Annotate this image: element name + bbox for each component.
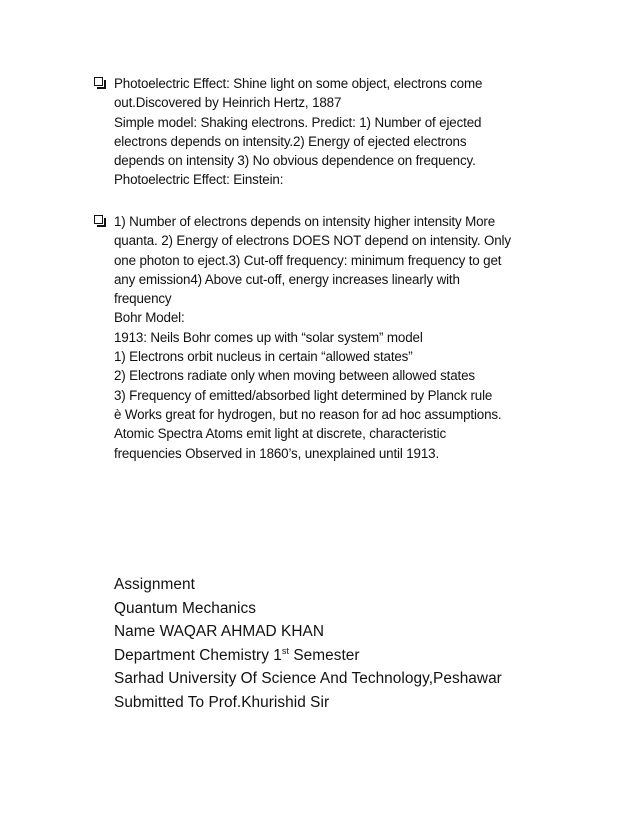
section-text	[114, 212, 534, 463]
text-line: Atomic Spectra Atoms emit light at discrete, characteristic	[114, 426, 446, 442]
section-text	[114, 74, 534, 190]
department-line	[114, 644, 502, 668]
assignment-subject: Quantum Mechanics	[114, 599, 256, 617]
text-line: 2) Electrons radiate only when moving between allowed states	[114, 368, 475, 384]
text-line: quanta. 2) Energy of electrons DOES NOT depend on intensity. Only	[114, 233, 511, 249]
text-line: Photoelectric Effect: Einstein:	[114, 172, 284, 188]
department-text: Department Chemistry 1	[114, 646, 282, 664]
ordinal-suffix: st	[281, 645, 289, 656]
text-line: Photoelectric Effect: Shine light on some object, electrons come	[114, 76, 483, 91]
text-line: any emission4) Above cut-off, energy increases linearly with	[114, 271, 460, 287]
text-line: 1) Electrons orbit nucleus in certain “allowed states”	[114, 349, 413, 365]
text-line: è Works great for hydrogen, but no reason for ad hoc assumptions.	[114, 406, 502, 422]
text-line: one photon to eject.3) Cut-off frequency: minimum frequency to get	[114, 252, 502, 268]
semester-text: Semester	[289, 646, 360, 664]
university-name: Sarhad University Of Science And Technology,Peshawar	[114, 670, 502, 688]
assignment-title: Assignment	[114, 576, 195, 593]
text-line: electrons depends on intensity.2) Energy of ejected electrons	[114, 133, 467, 149]
submitted-to: Submitted To Prof.Khurishid Sir	[114, 693, 330, 711]
text-line: depends on intensity 3) No obvious dependence on frequency.	[114, 153, 476, 169]
text-line: Simple model: Shaking electrons. Predict: 1) Number of ejected	[114, 114, 482, 130]
checkbox-bullet-icon	[94, 77, 103, 86]
text-line: frequency	[114, 291, 172, 307]
text-line: Bohr Model:	[114, 310, 185, 326]
student-name: Name WAQAR AHMAD KHAN	[114, 623, 324, 641]
text-line: 1) Number of electrons depends on intensity higher intensity More	[114, 214, 496, 229]
checkbox-bullet-icon	[94, 215, 103, 224]
text-line: frequencies Observed in 1860’s, unexplained until 1913.	[114, 445, 440, 461]
text-line: 3) Frequency of emitted/absorbed light determined by Planck rule	[114, 387, 493, 403]
text-line: out.Discovered by Heinrich Hertz, 1887	[114, 95, 342, 111]
text-line: 1913: Neils Bohr comes up with “solar system” model	[114, 329, 423, 345]
assignment-details	[114, 573, 502, 715]
